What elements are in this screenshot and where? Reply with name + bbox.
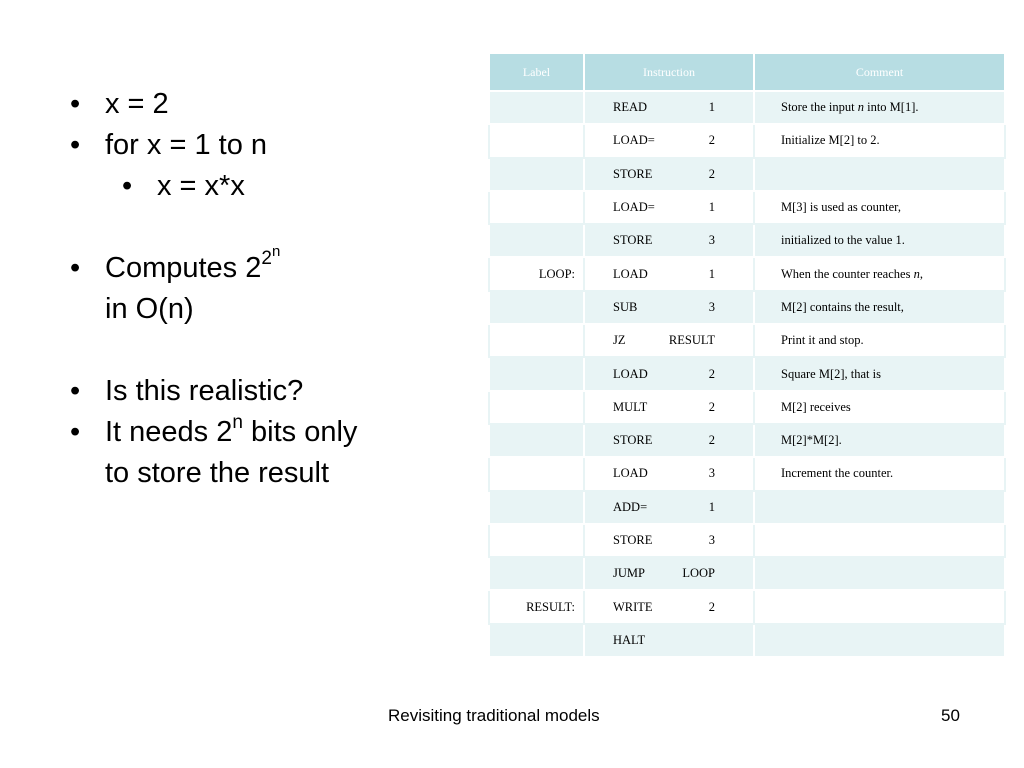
- row-comment: [754, 624, 1005, 657]
- instruction-opcode: HALT: [613, 632, 646, 647]
- table-row: [489, 524, 1005, 557]
- row-comment: Increment the counter.: [754, 457, 1005, 490]
- row-comment: [754, 524, 1005, 557]
- table-row: [489, 424, 1005, 457]
- row-instruction: [584, 590, 754, 623]
- row-instruction: [584, 624, 754, 657]
- row-instruction: [584, 291, 754, 324]
- instruction-operand: 1: [708, 266, 715, 281]
- instruction-operand: 2: [708, 399, 715, 414]
- table-row: [489, 124, 1005, 157]
- instruction-opcode: ADD=: [613, 499, 648, 514]
- bullet-text: to store the result: [105, 457, 330, 489]
- sub-bullet-item: [122, 166, 470, 207]
- instruction-operand: 3: [708, 466, 715, 481]
- table-row: [489, 491, 1005, 524]
- row-instruction: [584, 457, 754, 490]
- row-comment: M[2] contains the result,: [754, 291, 1005, 324]
- row-comment: [754, 491, 1005, 524]
- instruction-operand: 3: [708, 299, 715, 314]
- row-comment: Print it and stop.: [754, 324, 1005, 357]
- table-row: [489, 590, 1005, 623]
- table-header-row: [489, 53, 1005, 91]
- row-label: [489, 424, 584, 457]
- instruction-operand: 2: [708, 599, 715, 614]
- row-instruction: [584, 524, 754, 557]
- row-label: LOOP:: [489, 257, 584, 290]
- instruction-opcode: WRITE: [613, 599, 653, 614]
- instruction-operand: 3: [708, 233, 715, 248]
- instruction-opcode: STORE: [613, 433, 653, 448]
- row-comment: [754, 590, 1005, 623]
- row-label: RESULT:: [489, 590, 584, 623]
- row-comment: Store the input n into M[1].: [754, 91, 1005, 124]
- table-row: [489, 624, 1005, 657]
- header-comment: Comment: [754, 53, 1005, 91]
- row-label: [489, 191, 584, 224]
- row-comment: [754, 557, 1005, 590]
- row-instruction: [584, 491, 754, 524]
- instruction-opcode: MULT: [613, 399, 648, 414]
- bullet-item: [70, 84, 470, 125]
- table-row: [489, 324, 1005, 357]
- bullet-item: [70, 125, 470, 166]
- footer-title: Revisiting traditional models: [388, 706, 600, 725]
- instruction-operand: 1: [708, 200, 715, 215]
- row-instruction: [584, 557, 754, 590]
- row-instruction: [584, 191, 754, 224]
- bullet-text: in O(n): [105, 293, 194, 325]
- bullet-text: It needs 2: [105, 416, 233, 448]
- table-row: [489, 191, 1005, 224]
- row-instruction: [584, 324, 754, 357]
- instruction-opcode: SUB: [613, 299, 638, 314]
- row-comment: [754, 158, 1005, 191]
- bullet-item: [70, 371, 470, 412]
- table-row: [489, 457, 1005, 490]
- row-label: [489, 124, 584, 157]
- instruction-operand: RESULT: [668, 333, 715, 348]
- slide-number: 50: [941, 706, 960, 725]
- instruction-opcode: LOAD: [613, 366, 648, 381]
- instruction-opcode: LOAD=: [613, 200, 655, 215]
- instruction-opcode: STORE: [613, 233, 653, 248]
- row-comment: initialized to the value 1.: [754, 224, 1005, 257]
- instruction-opcode: LOAD: [613, 266, 648, 281]
- instruction-operand: 2: [708, 133, 715, 148]
- row-comment: When the counter reaches n,: [754, 257, 1005, 290]
- row-instruction: [584, 257, 754, 290]
- instruction-opcode: JUMP: [613, 566, 645, 581]
- row-label: [489, 391, 584, 424]
- bullet-text: x = 2: [105, 88, 169, 120]
- table-row: [489, 257, 1005, 290]
- row-comment: M[3] is used as counter,: [754, 191, 1005, 224]
- row-label: [489, 557, 584, 590]
- superscript-exponent: n: [271, 243, 281, 261]
- header-instruction: Instruction: [584, 53, 754, 91]
- row-label: [489, 624, 584, 657]
- row-label: [489, 291, 584, 324]
- bullet-text: bits only: [242, 416, 358, 448]
- row-label: [489, 158, 584, 191]
- superscript: 2n: [261, 243, 281, 270]
- table-row: [489, 224, 1005, 257]
- bullet-list: [70, 84, 470, 494]
- instruction-operand: 2: [708, 433, 715, 448]
- row-comment: Initialize M[2] to 2.: [754, 124, 1005, 157]
- row-label: [489, 457, 584, 490]
- instruction-operand: 3: [708, 533, 715, 547]
- bullet-text: x = x*x: [157, 170, 245, 202]
- instruction-operand: 2: [708, 366, 715, 381]
- instruction-opcode: LOAD: [613, 466, 648, 481]
- row-comment: Square M[2], that is: [754, 357, 1005, 390]
- instruction-operand: 2: [708, 166, 715, 181]
- instruction-operand: LOOP: [682, 566, 715, 581]
- row-instruction: [584, 424, 754, 457]
- instruction-operand: 1: [708, 100, 715, 115]
- table-row: [489, 91, 1005, 124]
- instruction-opcode: JZ: [613, 333, 626, 348]
- table-row: [489, 291, 1005, 324]
- row-label: [489, 491, 584, 524]
- bullet-item: [70, 412, 470, 494]
- program-table: [488, 52, 1004, 658]
- bullet-text: Computes 2: [105, 252, 262, 284]
- row-instruction: [584, 357, 754, 390]
- table-row: [489, 357, 1005, 390]
- row-instruction: [584, 158, 754, 191]
- table-row: [489, 557, 1005, 590]
- row-label: [489, 357, 584, 390]
- row-comment: M[2] receives: [754, 391, 1005, 424]
- bullet-text: Is this realistic?: [105, 375, 304, 407]
- header-label: Label: [489, 53, 584, 91]
- instruction-opcode: STORE: [613, 166, 653, 181]
- instruction-opcode: STORE: [613, 533, 653, 547]
- instruction-opcode: READ: [613, 100, 648, 115]
- row-instruction: [584, 391, 754, 424]
- row-label: [489, 224, 584, 257]
- bullet-text: for x = 1 to n: [105, 129, 268, 161]
- row-label: [489, 524, 584, 557]
- row-comment: M[2]*M[2].: [754, 424, 1005, 457]
- instruction-operand: 1: [708, 499, 715, 514]
- row-instruction: [584, 91, 754, 124]
- instruction-opcode: LOAD=: [613, 133, 655, 148]
- table-row: [489, 391, 1005, 424]
- row-label: [489, 324, 584, 357]
- table-row: [489, 158, 1005, 191]
- row-label: [489, 91, 584, 124]
- row-instruction: [584, 124, 754, 157]
- row-instruction: [584, 224, 754, 257]
- bullet-item: [70, 243, 470, 330]
- superscript: n: [232, 412, 243, 434]
